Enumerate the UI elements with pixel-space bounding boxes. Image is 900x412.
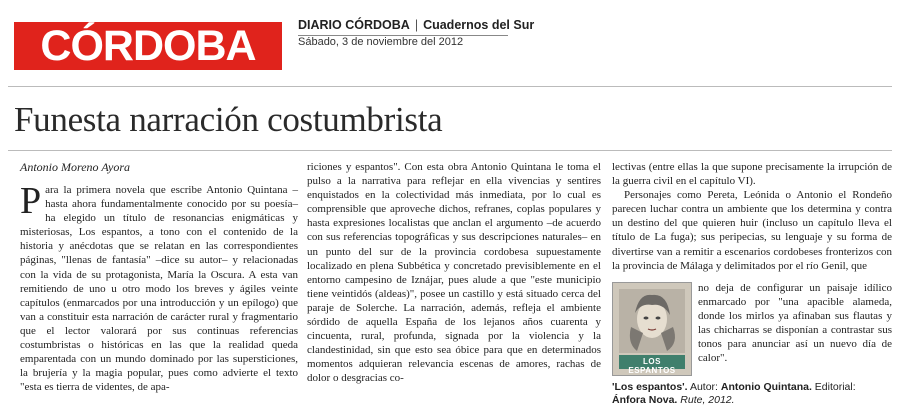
masthead	[298, 18, 535, 48]
book-cover-image	[612, 282, 692, 376]
masthead-top	[298, 18, 535, 32]
top-divider	[8, 86, 892, 87]
book-caption	[612, 381, 892, 407]
publication-date: Sábado, 3 de noviembre del 2012	[298, 36, 464, 48]
paper-name: DIARIO CÓRDOBA	[298, 18, 410, 32]
column-2-text: riciones y espantos". Con esta obra Antonio Quintana le toma el pulso a la narrativa para reflejar en ella vivencias y sentires enquistados en la colectividad más inmediata, por lo cual es comprensible que aproveche dichos, refranes, coplas populares y hasta expresiones localistas que anclan el argumento –de acuerdo con sus referencias topográficas y sus descripciones naturales– en un punto del sur de la provincia cordobesa supuestamente localizado en plena Subbética y concretado previsiblemente en el entorno campesino de Iznájar, pues alude a que "este municipio tiene veintidós (aldeas)", posee un castillo y está situado cerca del paraje de Solerche. La narración, además, refleja el ambiente sórdido de aquella España de los lejanos años cuarenta y cincuenta, rural, profunda, signada por la violencia y la clandestinidad, sin que esto sea óbice para que en determinados momentos adquieran relevancia escenas de amores, rachas de dolor o desgracias co-	[307, 161, 601, 385]
column-1-text: ara la primera novela que escribe Antonio Quintana –hasta ahora fundamentalmente conocido por su poesía– ha elegido un título de resonancias enigmáticas y misteriosas, Los espantos, a tono con el contenido de la historia y anécdotas que se relatan en las correspondientes páginas, "llenas de fantasía" –dice su autor– y relacionadas con la vida de su protagonista, María la Oscura. A esta van remitiendo de uno u otro modo los breves y ágiles veinte capítulos (enmarcados por una introducción y un epílogo) que van a constituir esta narración de carácter rural y fragmentario que el lector valorará por sus continuas referencias costumbristas o históricas en las que la realidad queda emparentada con un mundo dominado por las supersticiones, la brujería y la magia popular, pues como advierte el texto "esta es tierra de videntes, de apa-	[20, 184, 298, 394]
column-3-paragraph-2: Personajes como Pereta, Leónida o Antonio el Rondeño parecen luchar contra un ambiente que los determina y contra un destino del que quieren huir (incluso un capítulo lleva el título de La fuga); sus peripecias, su lenguaje y su forma de divertirse van a remitir a escenarios cordobeses fronterizos con la provincia de Málaga y delimitados por el río Genil, que	[612, 189, 892, 272]
dropcap-letter: P	[20, 180, 42, 222]
column-3-paragraph-1: lectivas (entre ellas la que supone precisamente la irrupción de la guerra civil en el capítulo VI).	[612, 161, 892, 188]
masthead-separator: |	[414, 18, 419, 32]
article-column-2	[307, 160, 601, 386]
caption-author: Antonio Quintana.	[720, 381, 812, 393]
masthead-rule	[298, 35, 508, 36]
article-column-3	[612, 160, 892, 273]
caption-publisher: Ánfora Nova.	[612, 394, 678, 406]
article-author: Antonio Moreno Ayora	[20, 160, 130, 174]
article-column-1	[20, 180, 298, 394]
book-cover-title: LOS ESPANTOS	[628, 357, 676, 375]
article-column-3-continued	[698, 281, 892, 366]
article-headline: Funesta narración costumbrista	[14, 100, 443, 139]
caption-place-year: Rute, 2012.	[680, 394, 735, 406]
column-3-paragraph-3: no deja de configurar un paisaje idílico enmarcado por "una apacible alameda, donde los mirlos ya afinaban sus flautas y las chicharras se disponían a contrastar sus tonos para anunciar así un nuevo día de calor".	[698, 282, 892, 365]
section-name: Cuadernos del Sur	[423, 18, 535, 32]
caption-title: 'Los espantos'.	[612, 381, 688, 393]
headline-divider	[8, 150, 892, 151]
caption-publisher-label: Editorial:	[814, 381, 856, 393]
caption-author-label: Autor:	[689, 381, 718, 393]
newspaper-logo: CÓRDOBA	[14, 22, 282, 70]
